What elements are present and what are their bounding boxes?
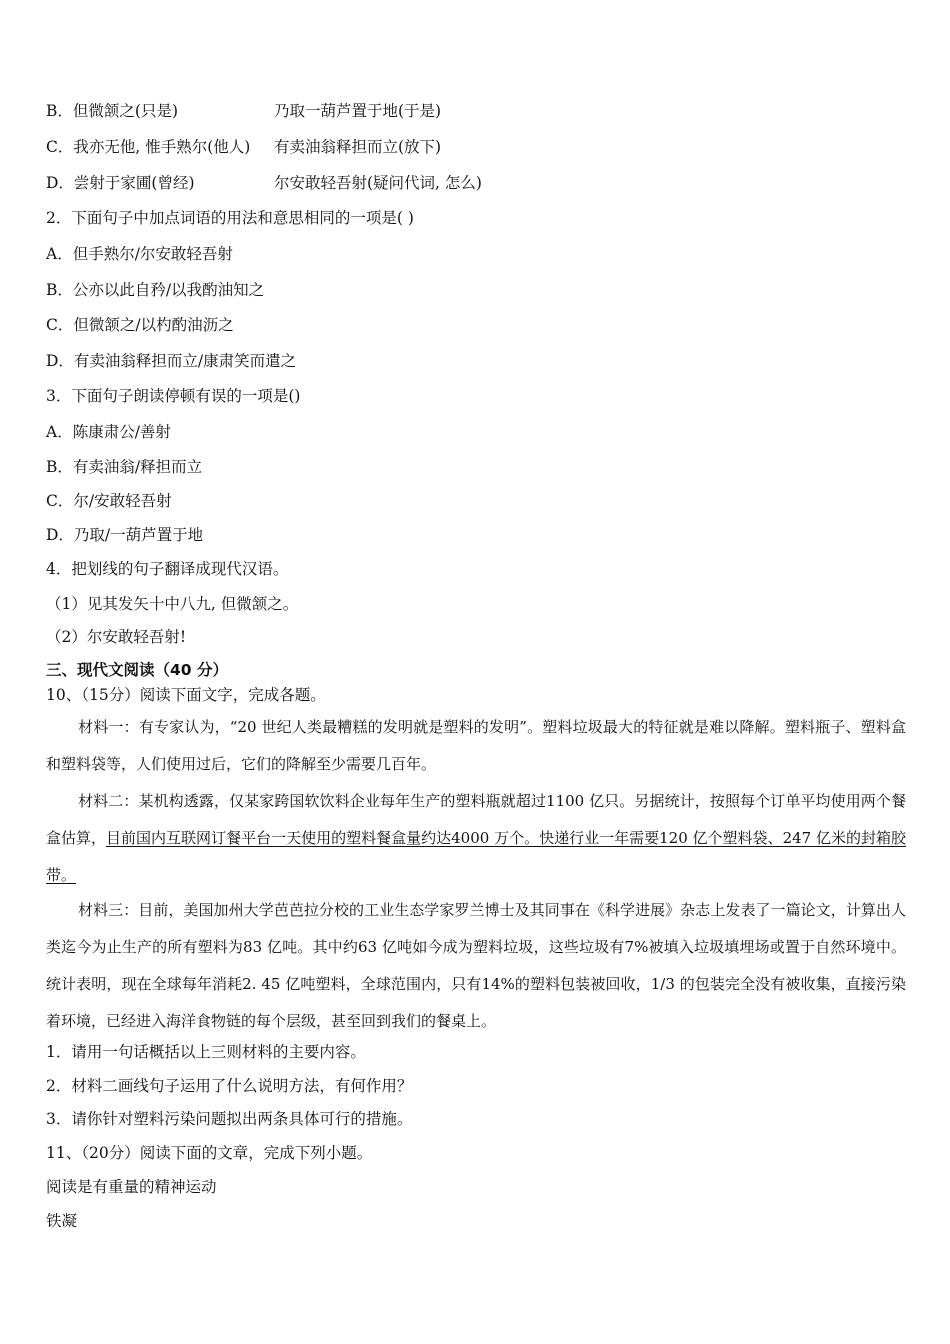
question-2-option-d: D．有卖油翁释担而立/康肃笑而遣之 bbox=[46, 352, 297, 370]
question-3-option-b: B．有卖油翁/释担而立 bbox=[46, 458, 203, 476]
material-3-text: 材料三：目前，美国加州大学芭芭拉分校的工业生态学家罗兰博士及其同事在《科学进展》杂志上发表了一篇论文，计算出人类迄今为止生产的所有塑料为83 亿吨。其中约63 亿吨如今成为塑料垃圾，这些垃圾有7%被填入垃圾填埋场或置于自然环境中。统计表明，现在全球每年消耗2. 45 亿吨塑料，全球范围内，只有14%的塑料包装被回收，1/3 的包装完全没有被收集，直接污染着环境，已经进入海洋食物链的每个层级，甚至回到我们的餐桌上。 bbox=[46, 901, 906, 1030]
article-author: 铁凝 bbox=[46, 1212, 78, 1230]
option-right: 有卖油翁释担而立(放下) bbox=[274, 138, 442, 156]
option-left: C．我亦无他, 惟手熟尔(他人) bbox=[46, 138, 251, 156]
material-3 bbox=[46, 892, 906, 1040]
question-10-1: 1．请用一句话概括以上三则材料的主要内容。 bbox=[46, 1043, 366, 1061]
question-3-option-c: C．尔/安敢轻吾射 bbox=[46, 492, 172, 510]
question-3-stem: 3．下面句子朗读停顿有误的一项是() bbox=[46, 387, 301, 405]
material-2-text: 材料二：某机构透露，仅某家跨国软饮料企业每年生产的塑料瓶就超过1100 亿只。另据统计，按照每个订单平均使用两个餐盒估算， bbox=[46, 792, 906, 847]
material-2 bbox=[46, 783, 906, 894]
question-2-option-b: B．公亦以此自矜/以我酌油知之 bbox=[46, 281, 265, 299]
option-d-row bbox=[46, 173, 482, 193]
material-1-text: 材料一：有专家认为，“20 世纪人类最糟糕的发明就是塑料的发明”。塑料垃圾最大的特征就是难以降解。塑料瓶子、塑料盒和塑料袋等，人们使用过后，它们的降解至少需要几百年。 bbox=[46, 718, 906, 773]
question-4-sentence-2: （2）尔安敢轻吾射! bbox=[46, 628, 187, 646]
question-3-option-a: A．陈康肃公/善射 bbox=[46, 423, 171, 441]
option-left: D．尝射于家圃(曾经) bbox=[46, 174, 195, 192]
question-2-stem: 2．下面句子中加点词语的用法和意思相同的一项是( ) bbox=[46, 209, 414, 227]
question-10-2: 2．材料二画线句子运用了什么说明方法，有何作用？ bbox=[46, 1077, 413, 1095]
material-2-underlined-sentence: 目前国内互联网订餐平台一天使用的塑料餐盒量约达4000 万个。快递行业一年需要120 亿个塑料袋、247 亿米的封箱胶带。 bbox=[46, 829, 906, 884]
question-2-option-c: C．但微颔之/以杓酌油沥之 bbox=[46, 316, 234, 334]
option-right: 乃取一葫芦置于地(于是) bbox=[274, 102, 442, 120]
question-4-sentence-1: （1）见其发矢十中八九, 但微颔之。 bbox=[46, 595, 299, 613]
question-3-option-d: D．乃取/一葫芦置于地 bbox=[46, 526, 204, 544]
article-title: 阅读是有重量的精神运动 bbox=[46, 1178, 217, 1196]
option-right: 尔安敢轻吾射(疑问代词, 怎么) bbox=[274, 174, 482, 192]
material-1 bbox=[46, 709, 906, 783]
option-c-row bbox=[46, 137, 441, 157]
section-3-title: 三、现代文阅读（40 分） bbox=[46, 661, 228, 679]
question-10-intro: 10、（15分）阅读下面文字，完成各题。 bbox=[46, 686, 326, 704]
option-left: B．但微颔之(只是) bbox=[46, 102, 178, 120]
option-b-row bbox=[46, 101, 441, 121]
question-4-stem: 4．把划线的句子翻译成现代汉语。 bbox=[46, 560, 289, 578]
question-2-option-a: A．但手熟尔/尔安敢轻吾射 bbox=[46, 245, 233, 263]
question-10-3: 3．请你针对塑料污染问题拟出两条具体可行的措施。 bbox=[46, 1110, 413, 1128]
question-11-intro: 11、（20分）阅读下面的文章，完成下列小题。 bbox=[46, 1144, 373, 1162]
